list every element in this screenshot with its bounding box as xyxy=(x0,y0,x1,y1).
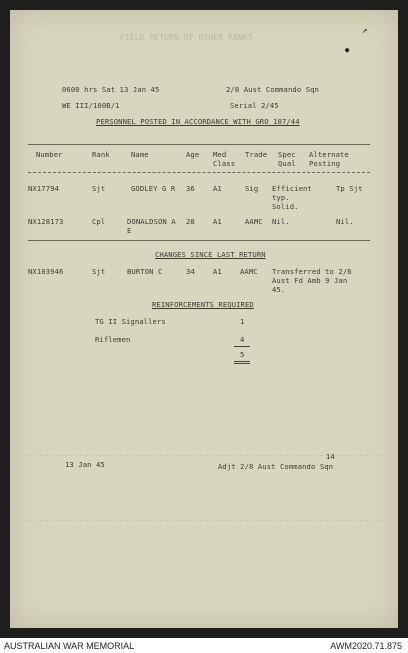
cell-spec-qual: Nil. xyxy=(272,217,290,226)
col-trade: Trade xyxy=(245,150,268,159)
cell-trade: AAMC xyxy=(240,267,258,276)
section-posted-heading: PERSONNEL POSTED IN ACCORDANCE WITH GRO 107/44 xyxy=(96,117,300,126)
cell-note: Transferred to 2/6 Aust Fd Amb 9 Jan 45. xyxy=(272,267,352,294)
signoff-number: 14 xyxy=(326,452,335,461)
cell-med-class: A1 xyxy=(213,217,222,226)
cell-trade: Sig xyxy=(245,184,259,193)
cell-name: GODLEY G R xyxy=(131,184,176,193)
header-unit: 2/8 Aust Commando Sqn xyxy=(226,85,319,94)
header-reference: WE III/100B/1 xyxy=(62,101,120,110)
reinforcement-qty: 1 xyxy=(240,317,245,326)
col-alternate-posting: Alternate Posting xyxy=(309,150,349,168)
cell-age: 36 xyxy=(186,184,195,193)
cell-age: 28 xyxy=(186,217,195,226)
cell-rank: Sjt xyxy=(92,267,106,276)
cell-name: BURTON C xyxy=(127,267,163,276)
cell-alternate-posting: Tp Sjt xyxy=(336,184,363,193)
reinforcement-qty: 4 xyxy=(240,335,245,344)
cell-spec-qual: Efficient typ. Solid. xyxy=(272,184,312,211)
cell-number: NX103946 xyxy=(28,267,64,276)
reinforcement-total: 5 xyxy=(240,350,245,359)
reinforcement-label: TG II Signallers xyxy=(95,317,166,326)
table-rule-top xyxy=(28,144,370,145)
signoff: Adjt 2/8 Aust Commando Sqn xyxy=(218,462,334,471)
archive-footer xyxy=(0,638,408,653)
col-spec-qual: Spec Qual xyxy=(278,150,296,168)
cell-alternate-posting: Nil. xyxy=(336,217,354,226)
total-rule xyxy=(234,361,250,362)
total-rule xyxy=(234,363,250,364)
col-name: Name xyxy=(131,150,149,159)
cell-trade: AAMC xyxy=(245,217,263,226)
cell-rank: Cpl xyxy=(92,217,106,226)
cell-age: 34 xyxy=(186,267,195,276)
cell-med-class: A1 xyxy=(213,267,222,276)
cell-name: DONALDSON A E xyxy=(127,217,176,235)
staple-mark: ↗ xyxy=(362,26,368,36)
col-med-class: Med Class xyxy=(213,150,236,168)
col-age: Age xyxy=(186,150,200,159)
archive-name: AUSTRALIAN WAR MEMORIAL xyxy=(4,641,135,651)
col-number: Number xyxy=(36,150,63,159)
header-time-date: 0600 hrs Sat 13 Jan 45 xyxy=(62,85,160,94)
fold-line xyxy=(10,520,398,521)
table-rule-bottom xyxy=(28,240,370,241)
section-changes-heading: CHANGES SINCE LAST RETURN xyxy=(155,250,266,259)
reinforcement-label: Riflemen xyxy=(95,335,131,344)
cell-number: NX17794 xyxy=(28,184,59,193)
header-serial: Serial 2/45 xyxy=(230,101,279,110)
col-rank: Rank xyxy=(92,150,110,159)
archive-accession: AWM2020.71.875 xyxy=(330,641,402,651)
footer-date: 13 Jan 45 xyxy=(65,460,105,469)
cell-rank: Sjt xyxy=(92,184,106,193)
punch-mark: ● xyxy=(345,46,350,54)
cell-med-class: A1 xyxy=(213,184,222,193)
section-reinforcements-heading: REINFORCEMENTS REQUIRED xyxy=(152,300,254,309)
fold-line xyxy=(10,455,398,456)
cell-number: NX128173 xyxy=(28,217,64,226)
total-rule xyxy=(234,346,250,347)
faint-heading: FIELD RETURN OF OTHER RANKS xyxy=(120,33,253,42)
table-rule-header xyxy=(28,172,370,173)
